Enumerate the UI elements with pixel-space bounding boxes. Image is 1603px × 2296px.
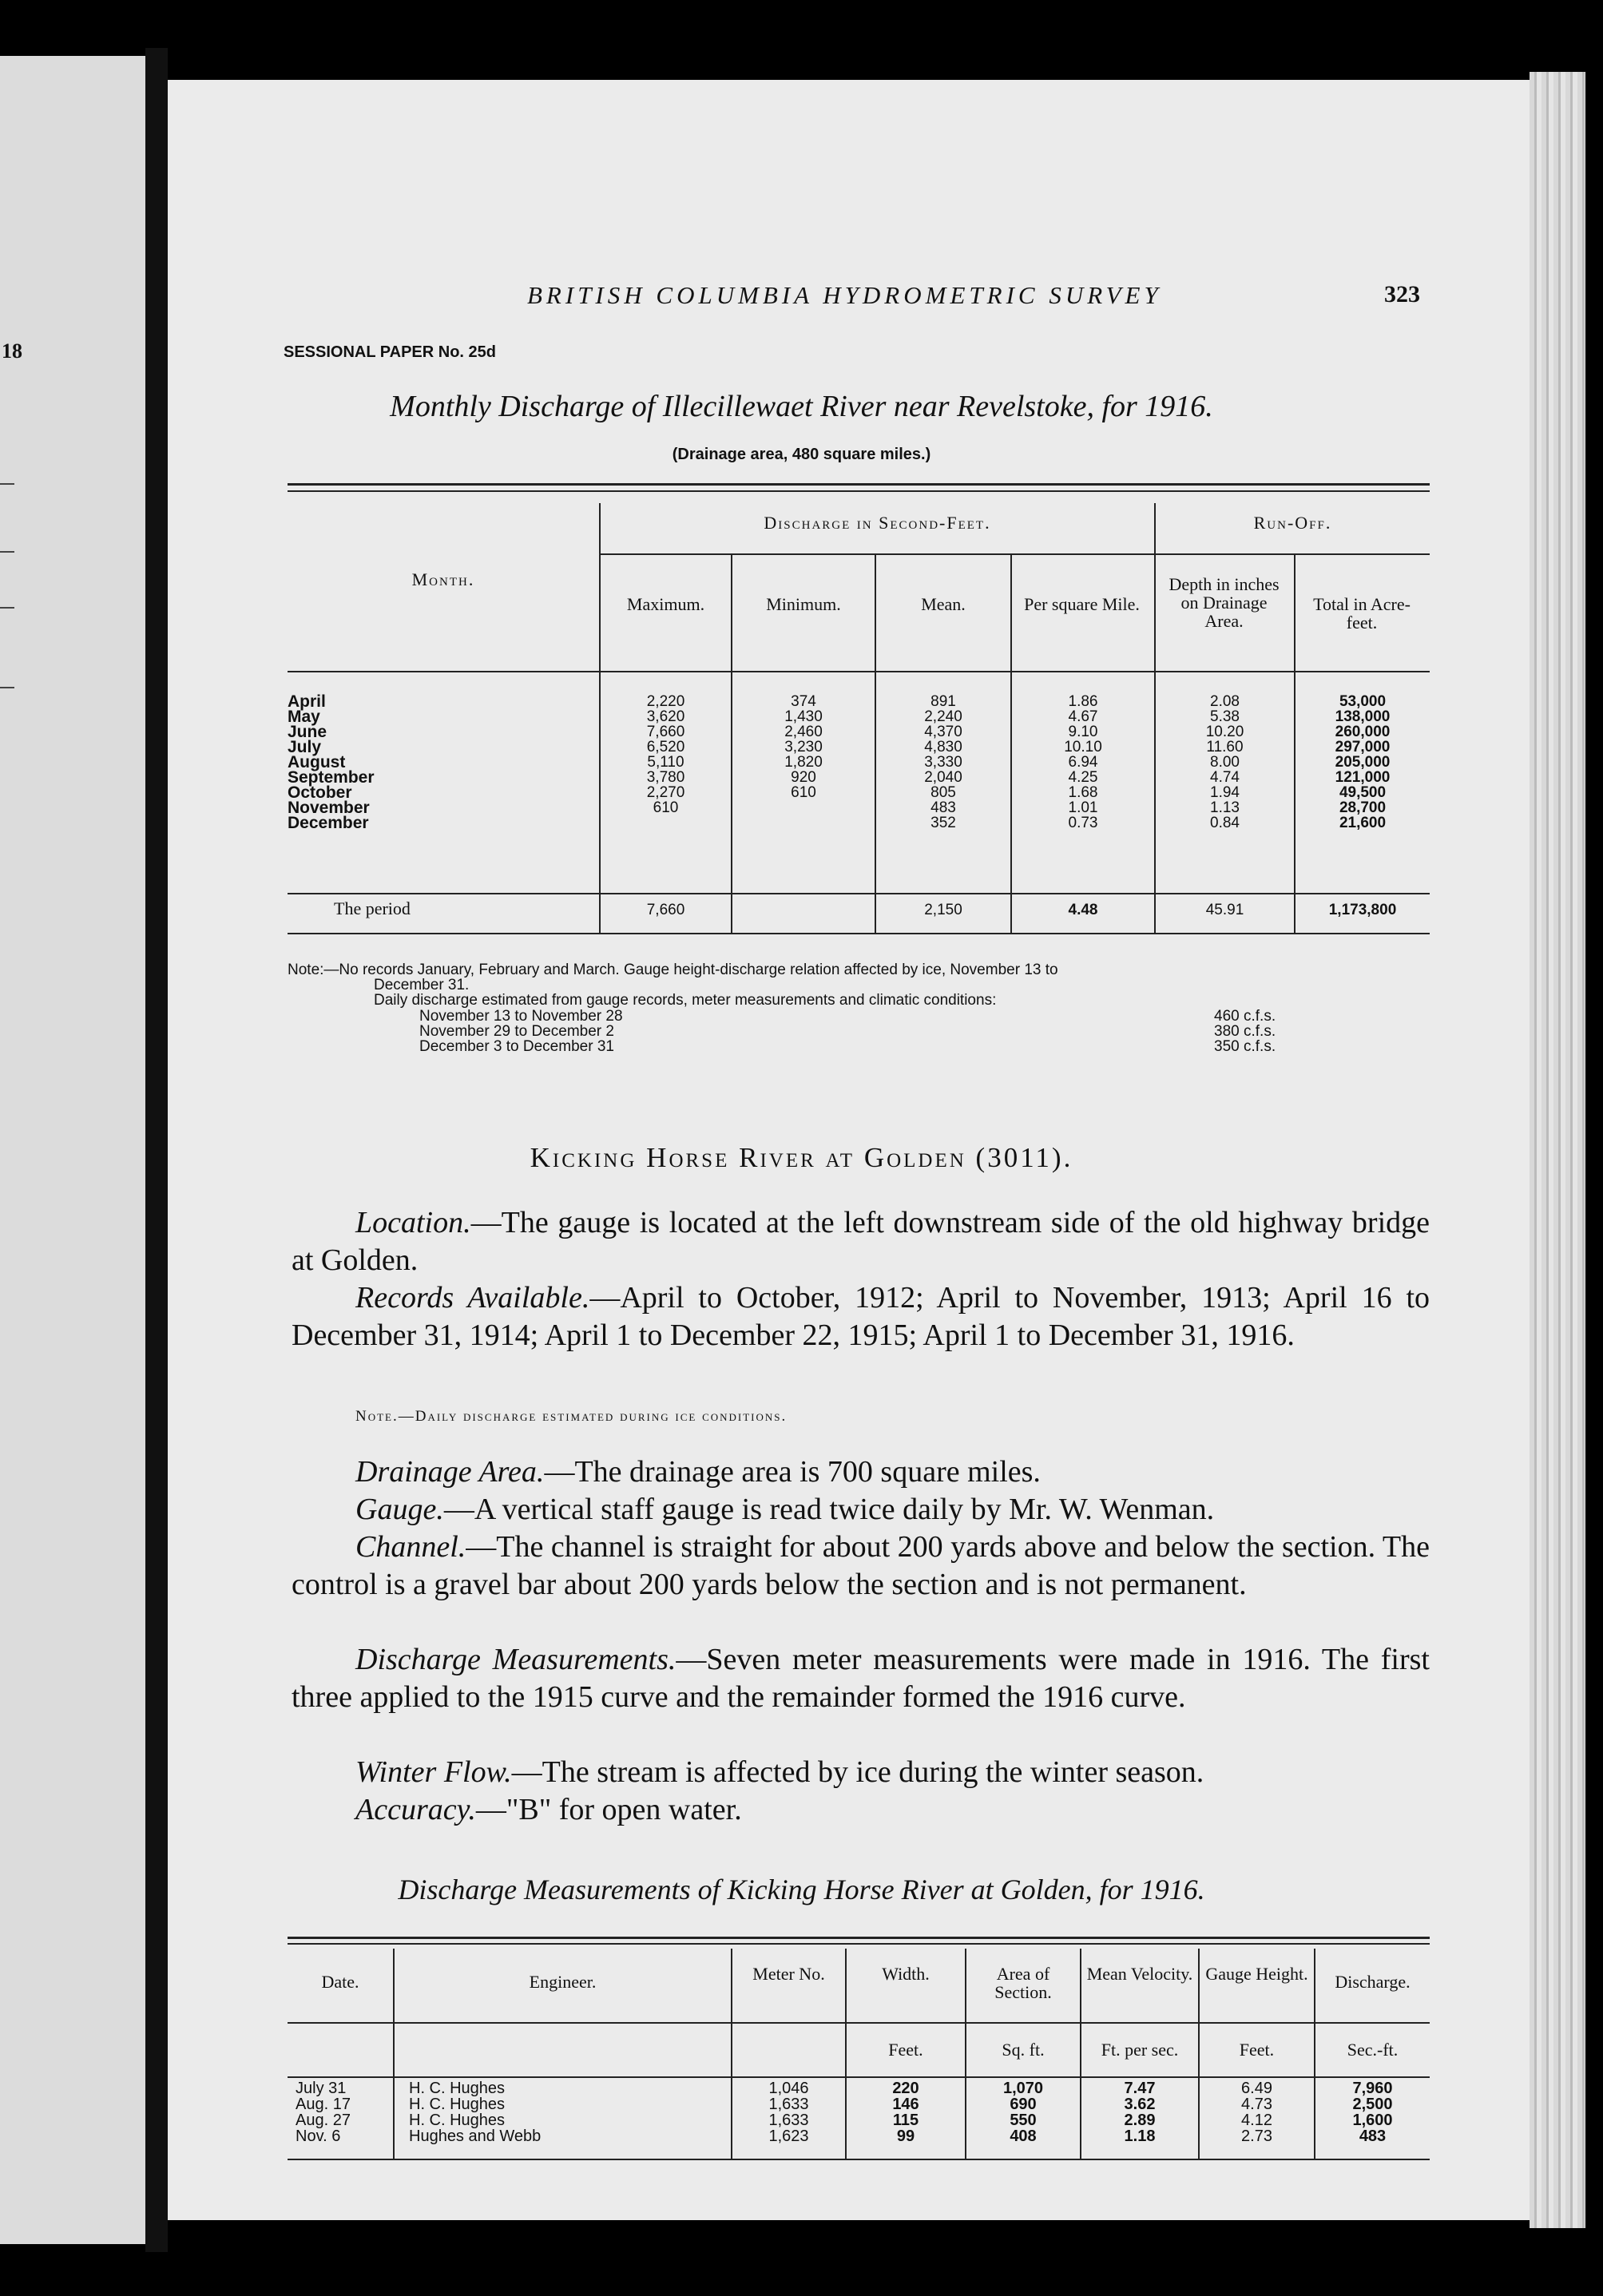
drainage-paragraph	[292, 1453, 1430, 1491]
table2-header-date: Date.	[321, 1972, 359, 1992]
records-paragraph	[292, 1279, 1430, 1354]
small-note: Note.—Daily discharge estimated during ice conditions.	[355, 1408, 788, 1425]
table1-cell-max: 2,270	[646, 784, 685, 801]
discharge-label: Discharge Measurements.	[355, 1643, 677, 1676]
location-label: Location.	[355, 1206, 471, 1239]
channel-label: Channel.	[355, 1530, 466, 1564]
accuracy-paragraph	[292, 1791, 1430, 1829]
table1-row-month: October	[288, 783, 352, 802]
table2-bottom-rule	[288, 2159, 1430, 2160]
table2-header-width: Width.	[882, 1964, 930, 1984]
table2-unit-velocity: Ft. per sec.	[1101, 2040, 1179, 2060]
gauge-paragraph	[292, 1491, 1430, 1529]
note1-line2: December 31.	[374, 977, 470, 993]
table1-cell-max: 6,520	[646, 739, 685, 755]
table2-cell-date: Aug. 17	[296, 2096, 351, 2113]
table1-cell-min: 920	[791, 769, 816, 786]
table1-cell-persq: 9.10	[1068, 724, 1098, 740]
table1-cell-min: 1,430	[784, 708, 823, 725]
table2-unit-discharge: Sec.-ft.	[1347, 2040, 1399, 2060]
table1-header-persq: Per square Mile.	[1024, 594, 1140, 614]
table1-cell-min: 610	[791, 784, 816, 801]
table2-top-rule	[288, 1937, 1430, 1939]
table1-group-rule	[599, 553, 1430, 555]
table2-units-rule	[288, 2076, 1430, 2078]
table1-row-month: May	[288, 708, 320, 726]
table1-cell-total: 205,000	[1335, 754, 1391, 771]
table1-header-month: Month.	[411, 569, 475, 589]
left-page-rule	[0, 483, 14, 485]
table1-cell-max: 3,780	[646, 769, 685, 786]
table1-cell-min: 2,460	[784, 724, 823, 740]
drainage-label: Drainage Area.	[355, 1455, 545, 1489]
left-page-rule	[0, 687, 14, 688]
table1-row-month: December	[288, 814, 369, 832]
table1-period-rule	[288, 893, 1430, 894]
accuracy-label: Accuracy.	[355, 1793, 476, 1826]
table1-cell-mean: 4,370	[924, 724, 962, 740]
table2-header-gauge: Gauge Height.	[1205, 1964, 1308, 1984]
records-label: Records Available.	[355, 1281, 590, 1315]
table2-cell-meter: 1,623	[768, 2127, 809, 2145]
table1-cell-total: 49,500	[1339, 784, 1387, 801]
table2-cell-gauge: 4.73	[1241, 2096, 1272, 2113]
table1-header-total: Total in Acre-feet.	[1313, 594, 1411, 633]
table2-cell-velocity: 7.47	[1124, 2080, 1156, 2097]
table2-cell-discharge: 7,960	[1352, 2080, 1393, 2097]
winter-label: Winter Flow.	[355, 1755, 512, 1789]
channel-paragraph	[292, 1529, 1430, 1604]
gauge-text: —A vertical staff gauge is read twice daily by Mr. W. Wenman.	[443, 1493, 1215, 1526]
note1-item-label: November 29 to December 2	[419, 1023, 614, 1040]
table2-cell-engineer: H. C. Hughes	[409, 2080, 506, 2097]
discharge-paragraph	[292, 1641, 1430, 1716]
table1-row-month: July	[288, 738, 322, 756]
running-title: BRITISH COLUMBIA HYDROMETRIC SURVEY	[527, 281, 1162, 309]
table1-header-mean: Mean.	[921, 594, 966, 614]
table1-cell-total: 53,000	[1339, 693, 1387, 710]
table2-cell-discharge: 483	[1359, 2127, 1387, 2145]
winter-paragraph	[292, 1754, 1430, 1791]
table1-subtitle: (Drainage area, 480 square miles.)	[672, 446, 931, 463]
note1-item-value: 350 c.f.s.	[1214, 1038, 1276, 1055]
table1-cell-total: 138,000	[1335, 708, 1391, 725]
table1-cell-min: 1,820	[784, 754, 823, 771]
table1-cell-persq: 10.10	[1064, 739, 1102, 755]
table1-cell-persq: 0.73	[1068, 815, 1098, 831]
table2-cell-discharge: 2,500	[1352, 2096, 1393, 2113]
table2-cell-meter: 1,633	[768, 2096, 809, 2113]
table2-unit-gauge: Feet.	[1239, 2040, 1275, 2060]
table1-header-max: Maximum.	[626, 594, 705, 614]
table1-cell-total: 28,700	[1339, 799, 1387, 816]
table1-period-depth: 45.91	[1205, 902, 1244, 918]
table1-cell-max: 610	[653, 799, 679, 816]
table2-cell-date: July 31	[296, 2080, 347, 2097]
table1-header-rule	[288, 671, 1430, 672]
table1-cell-total: 121,000	[1335, 769, 1391, 786]
table1-header-depth: Depth in inches on Drainage Area.	[1169, 574, 1280, 632]
table2-cell-area: 690	[1010, 2096, 1037, 2113]
note1-item-label: December 3 to December 31	[419, 1038, 614, 1055]
table1-row-month: June	[288, 723, 327, 741]
table1-header-min: Minimum.	[766, 594, 841, 614]
table2-cell-velocity: 1.18	[1124, 2127, 1156, 2145]
table1-cell-mean: 891	[930, 693, 956, 710]
table1-cell-mean: 352	[930, 815, 956, 831]
table2-cell-area: 1,070	[1002, 2080, 1044, 2097]
table1-cell-depth: 5.38	[1210, 708, 1240, 725]
table1-cell-depth: 10.20	[1205, 724, 1244, 740]
note1-line3: Daily discharge estimated from gauge records, meter measurements and climatic conditions:	[374, 992, 997, 1009]
table2-top-rule	[288, 1943, 1430, 1945]
table1-title: Monthly Discharge of Illecillewaet River near Revelstoke, for 1916.	[390, 390, 1213, 423]
table2-cell-date: Aug. 27	[296, 2112, 351, 2129]
table1-period-mean: 2,150	[924, 902, 962, 918]
table1-cell-mean: 2,040	[924, 769, 962, 786]
table1-cell-depth: 4.74	[1210, 769, 1240, 786]
table2-header-rule	[288, 2022, 1430, 2024]
table1-cell-min: 3,230	[784, 739, 823, 755]
table1-cell-persq: 4.67	[1068, 708, 1098, 725]
drainage-text: —The drainage area is 700 square miles.	[544, 1455, 1041, 1489]
table1-cell-depth: 2.08	[1210, 693, 1240, 710]
table2-cell-velocity: 3.62	[1124, 2096, 1156, 2113]
table1-row-month: August	[288, 753, 346, 771]
records-text: —April to October, 1912; April to November, 1913; April 16 to December 31, 1914; April 1 to December 22, 1915; April 1 to December 31, 1916.	[292, 1281, 1430, 1352]
table1-period-max: 7,660	[646, 902, 685, 918]
table1-period-persq: 4.48	[1068, 902, 1098, 918]
table1-cell-mean: 2,240	[924, 708, 962, 725]
table1-top-rule	[288, 490, 1430, 492]
table1-cell-min: 374	[791, 693, 816, 710]
left-page-rule	[0, 607, 14, 609]
table1-cell-persq: 4.25	[1068, 769, 1098, 786]
location-text: —The gauge is located at the left downstream side of the old highway bridge at Golden.	[292, 1206, 1430, 1277]
table1-top-rule	[288, 483, 1430, 486]
table1-header-discharge: Discharge in Second-Feet.	[764, 513, 991, 533]
sessional-paper: SESSIONAL PAPER No. 25d	[284, 343, 496, 361]
page-number: 323	[1384, 281, 1420, 307]
table1-cell-depth: 1.13	[1210, 799, 1240, 816]
table2-header-velocity: Mean Velocity.	[1086, 1964, 1193, 1984]
table1-cell-depth: 8.00	[1210, 754, 1240, 771]
table2-cell-discharge: 1,600	[1352, 2112, 1393, 2129]
table2-cell-gauge: 4.12	[1241, 2112, 1272, 2129]
table1-cell-depth: 1.94	[1210, 784, 1240, 801]
accuracy-text: —"B" for open water.	[475, 1793, 742, 1826]
table1-period-label: The period	[334, 898, 411, 918]
table1-cell-depth: 11.60	[1206, 739, 1244, 755]
table1-cell-mean: 3,330	[924, 754, 962, 771]
note1-item-value: 380 c.f.s.	[1214, 1023, 1276, 1040]
discharge-text: —Seven meter measurements were made in 1916. The first three applied to the 1915 curve and the remainder formed the 1916 curve.	[292, 1643, 1430, 1714]
table1-cell-max: 3,620	[646, 708, 685, 725]
table1-bottom-rule	[288, 933, 1430, 934]
table2-cell-meter: 1,046	[768, 2080, 809, 2097]
table1-cell-max: 7,660	[646, 724, 685, 740]
table2-cell-meter: 1,633	[768, 2112, 809, 2129]
table2-cell-velocity: 2.89	[1124, 2112, 1156, 2129]
table2-unit-width: Feet.	[888, 2040, 923, 2060]
table1-period-total: 1,173,800	[1328, 902, 1397, 918]
table2-header-meter: Meter No.	[752, 1964, 825, 1984]
table2-cell-width: 99	[896, 2127, 915, 2145]
left-page-number: 18	[2, 339, 22, 363]
gauge-label: Gauge.	[355, 1493, 444, 1526]
table2-cell-area: 550	[1010, 2112, 1037, 2129]
table1-cell-persq: 6.94	[1068, 754, 1098, 771]
table1-cell-total: 260,000	[1335, 724, 1391, 740]
table1-row-month: November	[288, 799, 370, 817]
table1-cell-total: 297,000	[1335, 739, 1391, 755]
table1-cell-max: 5,110	[647, 754, 684, 771]
table2-cell-gauge: 2.73	[1241, 2127, 1272, 2145]
table2-header-area: Area of Section.	[994, 1964, 1052, 2003]
table2-cell-engineer: Hughes and Webb	[409, 2127, 542, 2145]
winter-text: —The stream is affected by ice during the winter season.	[511, 1755, 1204, 1789]
table2-header-engineer: Engineer.	[529, 1972, 597, 1992]
table2-cell-engineer: H. C. Hughes	[409, 2112, 506, 2129]
table2-title: Discharge Measurements of Kicking Horse River at Golden, for 1916.	[398, 1874, 1205, 1905]
table2-cell-width: 115	[892, 2112, 919, 2129]
table1-row-month: April	[288, 692, 326, 711]
table1-cell-mean: 4,830	[924, 739, 962, 755]
table1-cell-mean: 805	[930, 784, 956, 801]
table2-header-discharge: Discharge.	[1335, 1972, 1411, 1992]
note1-line1: Note:—No records January, February and March. Gauge height-discharge relation affected by ice, November 13 to	[288, 962, 1058, 978]
location-paragraph	[292, 1204, 1430, 1279]
channel-text: —The channel is straight for about 200 yards above and below the section. The control is a gravel bar about 200 yards below the section and is not permanent.	[292, 1530, 1430, 1601]
table2-cell-area: 408	[1010, 2127, 1037, 2145]
table2-cell-gauge: 6.49	[1241, 2080, 1272, 2097]
table1-cell-persq: 1.01	[1068, 799, 1098, 816]
table2-cell-date: Nov. 6	[296, 2127, 341, 2145]
table1-row-month: September	[288, 768, 375, 787]
table1-cell-depth: 0.84	[1210, 815, 1240, 831]
table1-header-runoff: Run-Off.	[1253, 513, 1332, 533]
left-page-rule	[0, 551, 14, 553]
section-title: Kicking Horse River at Golden (3011).	[530, 1142, 1073, 1173]
table1-cell-persq: 1.86	[1068, 693, 1098, 710]
table2-cell-width: 146	[892, 2096, 919, 2113]
note1-item-value: 460 c.f.s.	[1214, 1008, 1276, 1025]
table1-cell-persq: 1.68	[1068, 784, 1098, 801]
table1-cell-total: 21,600	[1339, 815, 1387, 831]
table1-cell-mean: 483	[930, 799, 956, 816]
note1-item-label: November 13 to November 28	[419, 1008, 623, 1025]
table2-cell-engineer: H. C. Hughes	[409, 2096, 506, 2113]
table1-cell-max: 2,220	[646, 693, 685, 710]
table2-cell-width: 220	[892, 2080, 919, 2097]
table2-unit-area: Sq. ft.	[1002, 2040, 1045, 2060]
